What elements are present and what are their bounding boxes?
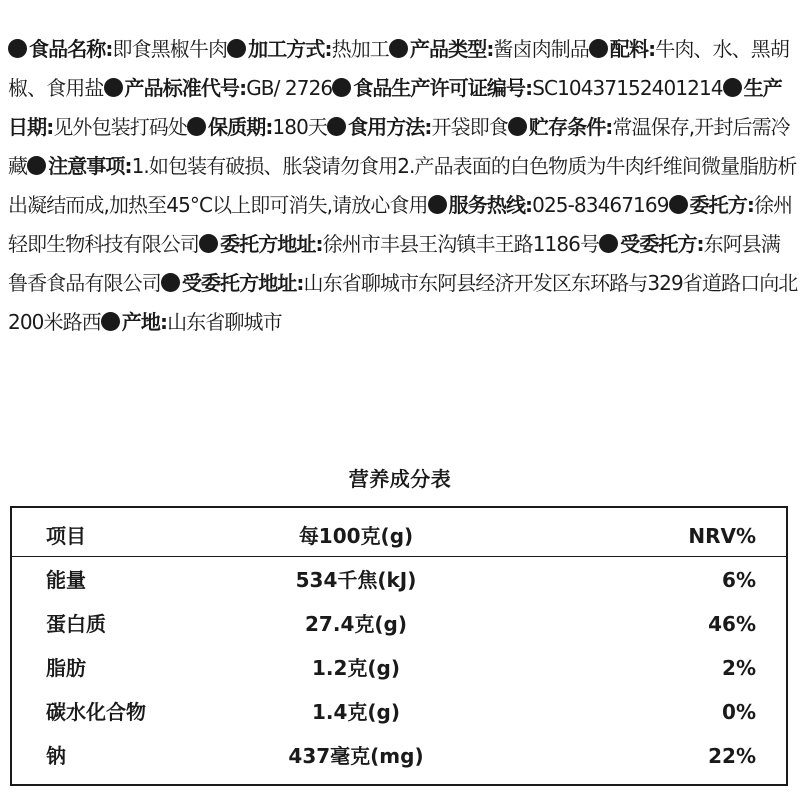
bullet-dot-icon [389, 39, 408, 58]
info-value: 山东省聊城市 [167, 310, 282, 334]
bullet-dot-icon [669, 195, 688, 214]
info-field [332, 76, 722, 100]
info-field [428, 193, 669, 217]
info-label: 配料: [609, 37, 656, 61]
nutrient-name: 蛋白质 [46, 612, 106, 636]
bullet-dot-icon [589, 39, 608, 58]
bullet-dot-icon [599, 234, 618, 253]
info-label: 产地: [121, 310, 168, 334]
info-value: 牛肉、水、黑胡椒、食用盐 [8, 37, 789, 100]
table-row [12, 558, 786, 602]
nutrient-amount: 1.4克(g) [311, 700, 401, 724]
table-row [12, 734, 786, 778]
nutrient-nrv: 0% [722, 700, 756, 724]
header-item: 项目 [46, 524, 86, 548]
info-field [199, 232, 599, 256]
table-row [12, 690, 786, 734]
info-label: 产品类型: [409, 37, 494, 61]
table-row [12, 602, 786, 646]
bullet-dot-icon [199, 234, 218, 253]
info-value: 1.如包装有破损、胀袋请勿食用2.产品表面的白色物质为牛肉纤维间微量脂肪析出凝结而成,加热至45°C以上即可消失,请放心食用 [8, 154, 797, 217]
nutrient-name: 脂肪 [46, 656, 86, 680]
info-value: 东阿县满鲁香食品有限公司 [8, 232, 781, 295]
info-field [227, 37, 389, 61]
info-value: 常温保存,开封后需冷藏 [8, 115, 790, 178]
info-label: 加工方式: [248, 37, 332, 61]
info-value: GB/ 2726 [246, 76, 333, 100]
info-label: 受委托方: [620, 232, 704, 256]
info-field [104, 76, 333, 100]
info-value: 热加工 [331, 37, 389, 61]
header-per100: 每100克(g) [298, 524, 414, 548]
bullet-dot-icon [27, 156, 46, 175]
bullet-dot-icon [508, 117, 527, 136]
bullet-dot-icon [104, 78, 123, 97]
info-value: 即食黑椒牛肉 [112, 37, 228, 61]
info-label: 产品标准代号: [124, 76, 247, 100]
info-value: 180天 [272, 115, 327, 139]
info-field [389, 37, 589, 61]
nutrition-table [10, 506, 788, 786]
info-label: 食品名称: [29, 37, 113, 61]
info-label: 委托方: [689, 193, 754, 217]
bullet-dot-icon [161, 273, 180, 292]
info-label: 贮存条件: [528, 115, 613, 139]
info-label: 保质期: [208, 115, 273, 139]
bullet-dot-icon [428, 195, 447, 214]
info-value: 山东省聊城市东阿县经济开发区东环路与329省道路口向北200米路西 [8, 271, 798, 334]
bullet-dot-icon [227, 39, 246, 58]
nutrient-nrv: 46% [708, 612, 756, 636]
nutrient-name: 能量 [46, 568, 86, 592]
table-row [12, 646, 786, 690]
info-field [8, 37, 227, 61]
info-label: 服务热线: [448, 193, 533, 217]
info-label: 食品生产许可证编号: [353, 76, 533, 100]
bullet-dot-icon [8, 39, 27, 58]
nutrient-amount: 1.2克(g) [311, 656, 401, 680]
nutrient-nrv: 6% [722, 568, 756, 592]
info-label: 受委托方地址: [181, 271, 304, 295]
bullet-dot-icon [327, 117, 346, 136]
bullet-dot-icon [187, 117, 206, 136]
nutrition-table-title: 营养成分表 [348, 467, 452, 491]
nutrient-amount: 534千焦(kJ) [295, 568, 417, 592]
bullet-dot-icon [332, 78, 351, 97]
info-value: 开袋即食 [431, 115, 508, 139]
info-field [187, 115, 327, 139]
info-value: 025-83467169 [532, 193, 669, 217]
nutrition-header-row [12, 514, 786, 557]
nutrient-amount: 437毫克(mg) [288, 744, 424, 768]
info-label: 注意事项: [48, 154, 132, 178]
info-label: 食用方法: [348, 115, 432, 139]
info-label: 委托方地址: [220, 232, 323, 256]
info-field [327, 115, 508, 139]
nutrient-name: 钠 [46, 744, 66, 768]
nutrient-nrv: 22% [708, 744, 756, 768]
info-value: SC10437152401214 [532, 76, 723, 100]
info-value: 酱卤肉制品 [493, 37, 589, 61]
info-value: 徐州轻即生物科技有限公司 [8, 193, 793, 256]
info-value: 见外包装打码处 [53, 115, 188, 139]
info-label: 生产日期: [8, 76, 782, 139]
info-field [101, 310, 282, 334]
nutrient-amount: 27.4克(g) [305, 612, 407, 636]
bullet-dot-icon [723, 78, 742, 97]
header-nrv: NRV% [688, 524, 756, 548]
nutrient-nrv: 2% [722, 656, 756, 680]
bullet-dot-icon [101, 312, 120, 331]
product-info-text [8, 30, 798, 342]
info-value: 徐州市丰县王沟镇丰王路1186号 [322, 232, 600, 256]
nutrient-name: 碳水化合物 [46, 700, 146, 724]
